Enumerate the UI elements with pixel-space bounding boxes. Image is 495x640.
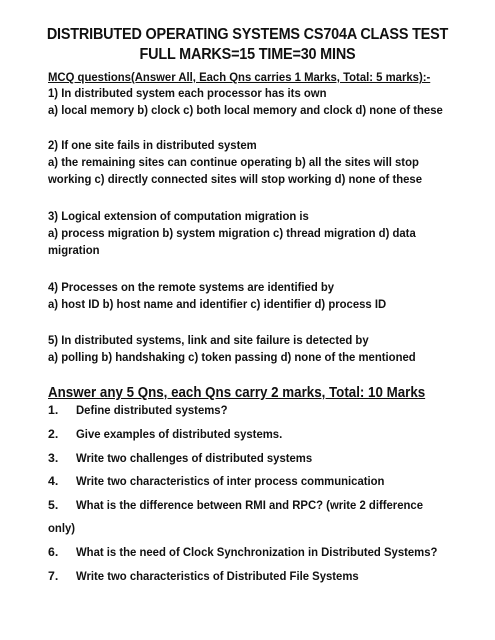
mcq-q1: 1) In distributed system each processor has its own bbox=[48, 86, 327, 100]
short-q2-number: 2. bbox=[48, 427, 59, 441]
exam-title: DISTRIBUTED OPERATING SYSTEMS CS704A CLASS TEST bbox=[46, 26, 449, 43]
short-q1: Define distributed systems? bbox=[76, 403, 228, 417]
short-q3: Write two challenges of distributed systems bbox=[76, 451, 313, 465]
mcq-q5: 5) In distributed systems, link and site failure is detected by bbox=[48, 333, 369, 347]
short-q2: Give examples of distributed systems. bbox=[76, 427, 283, 441]
mcq-q2-options: a) the remaining sites can continue operating b) all the sites will stop bbox=[48, 155, 419, 169]
mcq-q4-options: a) host ID b) host name and identifier c) identifier d) process ID bbox=[48, 297, 387, 311]
short-q4: Write two characteristics of inter process communication bbox=[76, 474, 385, 488]
short-q5-continuation: only) bbox=[48, 521, 76, 535]
short-answer-section-heading: Answer any 5 Qns, each Qns carry 2 marks, Total: 10 Marks bbox=[48, 385, 426, 401]
mcq-section-heading: MCQ questions(Answer All, Each Qns carries 1 Marks, Total: 5 marks):- bbox=[48, 70, 431, 84]
short-q3-number: 3. bbox=[48, 451, 59, 465]
mcq-q1-options: a) local memory b) clock c) both local memory and clock d) none of these bbox=[48, 103, 443, 117]
mcq-q3-options-cont: migration bbox=[48, 243, 100, 257]
short-q5-number: 5. bbox=[48, 498, 59, 512]
short-q7: Write two characteristics of Distributed File Systems bbox=[76, 569, 359, 583]
short-q1-number: 1. bbox=[48, 403, 59, 417]
mcq-q5-options: a) polling b) handshaking c) token passing d) none of the mentioned bbox=[48, 350, 416, 364]
mcq-q4: 4) Processes on the remote systems are identified by bbox=[48, 280, 335, 294]
mcq-q3: 3) Logical extension of computation migration is bbox=[48, 209, 309, 223]
exam-marks-time: FULL MARKS=15 TIME=30 MINS bbox=[139, 46, 356, 63]
short-q6-number: 6. bbox=[48, 545, 59, 559]
short-q6: What is the need of Clock Synchronization in Distributed Systems? bbox=[76, 545, 438, 559]
mcq-q2: 2) If one site fails in distributed system bbox=[48, 138, 257, 152]
mcq-q3-options: a) process migration b) system migration c) thread migration d) data bbox=[48, 226, 416, 240]
short-q5: What is the difference between RMI and RPC? (write 2 difference bbox=[76, 498, 423, 512]
short-q4-number: 4. bbox=[48, 474, 59, 488]
short-q7-number: 7. bbox=[48, 569, 59, 583]
mcq-q2-options-cont: working c) directly connected sites will stop working d) none of these bbox=[48, 172, 423, 186]
